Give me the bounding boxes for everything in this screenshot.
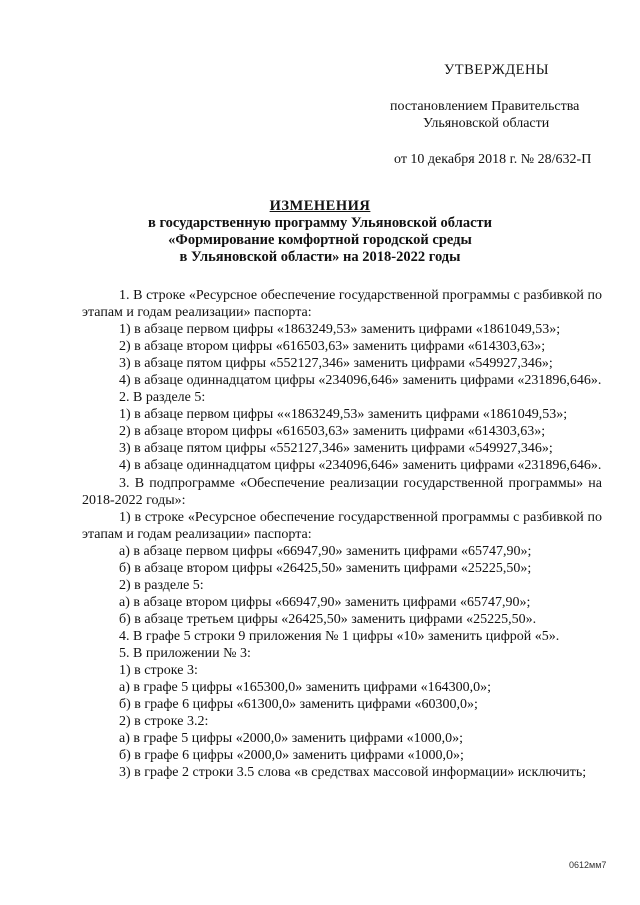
paragraph: б) в графе 6 цифры «61300,0» заменить цифрами «60300,0»;: [119, 697, 478, 713]
paragraph: а) в абзаце втором цифры «66947,90» заменить цифрами «65747,90»;: [119, 594, 531, 610]
paragraph: 2. В разделе 5:: [119, 390, 206, 406]
title-line-3: в Ульяновской области» на 2018-2022 годы: [179, 249, 461, 265]
paragraph: а) в абзаце первом цифры «66947,90» заменить цифрами «65747,90»;: [119, 543, 532, 559]
paragraph: 4. В графе 5 строки 9 приложения № 1 цифры «10» заменить цифрой «5».: [119, 628, 560, 644]
paragraph: 1) в абзаце первом цифры «1863249,53» заменить цифрами «1861049,53»;: [119, 322, 561, 338]
paragraph: а) в графе 5 цифры «165300,0» заменить цифрами «164300,0»;: [119, 680, 492, 696]
document-body: [82, 287, 602, 781]
paragraph: 4) в абзаце одиннадцатом цифры «234096,646» заменить цифрами «231896,646».: [119, 458, 602, 474]
paragraph: 2) в строке 3.2:: [119, 714, 209, 730]
paragraph: 3) в абзаце пятом цифры «552127,346» заменить цифрами «549927,346»;: [119, 356, 553, 372]
approval-stamp: УТВЕРЖДЕНЫ: [444, 62, 550, 78]
paragraph: 1. В строке «Ресурсное обеспечение государственной программы с разбивкой по этапам и годам реализации» паспорта:: [82, 288, 602, 321]
paragraph: а) в графе 5 цифры «2000,0» заменить цифрами «1000,0»;: [119, 731, 464, 747]
paragraph: 1) в строке «Ресурсное обеспечение государственной программы с разбивкой по этапам и годам реализации» паспорта:: [82, 509, 602, 542]
footer-code: 0612мм7: [569, 860, 607, 870]
paragraph: 2) в абзаце втором цифры «616503,63» заменить цифрами «614303,63»;: [119, 424, 546, 440]
paragraph: б) в абзаце третьем цифры «26425,50» заменить цифрами «25225,50».: [119, 611, 537, 627]
paragraph: 3) в абзаце пятом цифры «552127,346» заменить цифрами «549927,346»;: [119, 441, 553, 457]
paragraph: 3) в графе 2 строки 3.5 слова «в средствах массовой информации» исключить;: [119, 765, 587, 781]
paragraph: 1) в абзаце первом цифры ««1863249,53» заменить цифрами «1861049,53»;: [119, 407, 568, 423]
title-main: ИЗМЕНЕНИЯ: [269, 198, 371, 214]
title-line-1: в государственную программу Ульяновской области: [147, 215, 492, 231]
paragraph: 2) в абзаце втором цифры «616503,63» заменить цифрами «614303,63»;: [119, 339, 546, 355]
decree-line-2: Ульяновской области: [423, 116, 550, 131]
document-title: [80, 198, 560, 266]
paragraph: 1) в строке 3:: [119, 663, 198, 679]
paragraph: б) в графе 6 цифры «2000,0» заменить цифрами «1000,0»;: [119, 748, 464, 764]
title-line-2: «Формирование комфортной городской среды: [168, 232, 472, 248]
decree-line-1: постановлением Правительства: [390, 99, 580, 114]
paragraph: б) в абзаце втором цифры «26425,50» заменить цифрами «25225,50»;: [119, 560, 532, 576]
paragraph: 4) в абзаце одиннадцатом цифры «234096,646» заменить цифрами «231896,646».: [119, 373, 602, 389]
paragraph: 2) в разделе 5:: [119, 577, 204, 593]
paragraph: 5. В приложении № 3:: [119, 645, 251, 661]
paragraph: 3. В подпрограмме «Обеспечение реализации государственной программы» на 2018-2022 годы»:: [82, 475, 602, 508]
decree-date: от 10 декабря 2018 г. № 28/632-П: [394, 152, 592, 167]
decree-reference: [390, 98, 610, 132]
